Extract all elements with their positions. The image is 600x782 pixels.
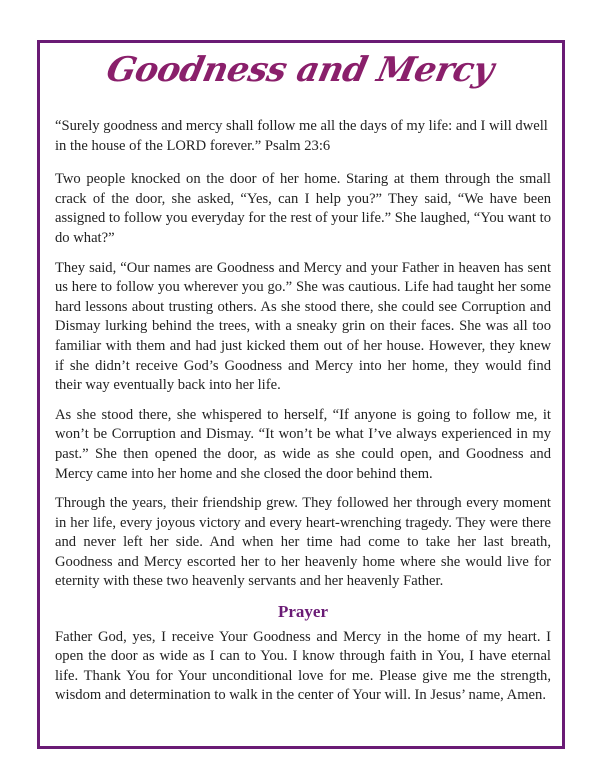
page-title: Goodness and Mercy xyxy=(102,50,498,90)
prayer-heading: Prayer xyxy=(277,602,329,622)
story-paragraph-1: Two people knocked on the door of her home. Staring at them through the small crack of the door, she asked, “Yes, can I help you?” They said, “We have been assigned to follow you everyday for the rest of your life.” She laughed, “You want to do what?” xyxy=(55,171,551,246)
scripture-verse: “Surely goodness and mercy shall follow me all the days of my life: and I will dwell in the house of the LORD forever.” Psalm 23:6 xyxy=(55,118,548,154)
body-content xyxy=(55,117,551,716)
story-paragraph-4: Through the years, their friendship grew. They followed her through every moment in her life, every joyous victory and every heart-wrenching tragedy. They were there and never left her side. And when her time had come to take her last breath, Goodness and Mercy escorted her to her heavenly home where she would live for eternity with these two heavenly servants and her heavenly Father. xyxy=(55,495,551,590)
prayer-text: Father God, yes, I receive Your Goodness and Mercy in the home of my heart. I open the door as wide as I can to You. I know through faith in You, I have eternal life. Thank You for Your unconditional love for me. Please give me the strength, wisdom and determination to walk in the center of Your will. In Jesus’ name, Amen. xyxy=(55,628,551,704)
story-paragraph-2: They said, “Our names are Goodness and Mercy and your Father in heaven has sent us here to follow you wherever you go.” She was cautious. Life had taught her some hard lessons about trusting others. As she stood there, she could see Corruption and Dismay lurking behind the trees, with a sneaky grin on their faces. She was all too familiar with them and had just kicked them out of her house. However, they knew if she didn’t receive God’s Goodness and Mercy into her home, they would find their way eventually back into her life. xyxy=(55,259,551,394)
story-paragraph-3: As she stood there, she whispered to herself, “If anyone is going to follow me, it won’t be Corruption and Dismay. “It won’t be what I’ve always experienced in my past.” She then opened the door, as wide as she could open, and Goodness and Mercy came into her home and she closed the door behind them. xyxy=(55,406,551,482)
